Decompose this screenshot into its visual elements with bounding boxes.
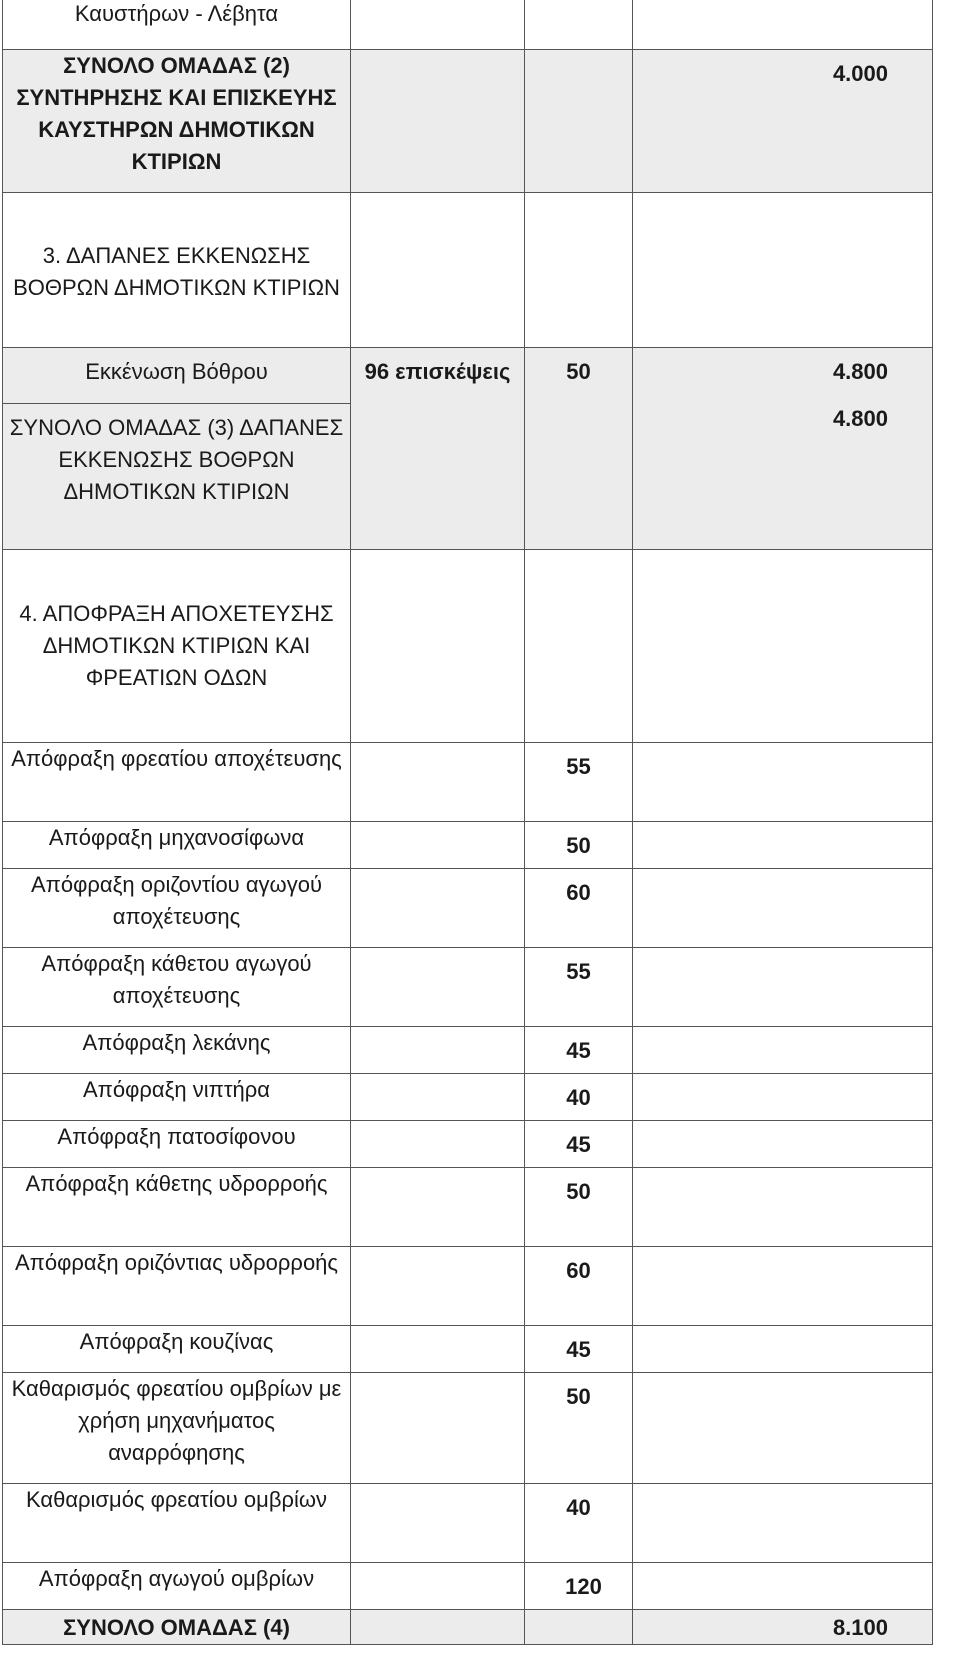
item-description: Καθαρισμός φρεατίου ομβρίων με χρήση μηχανήματος αναρρόφησης bbox=[3, 1373, 351, 1484]
group-4-header-row bbox=[3, 550, 933, 743]
group-3-item-price: 50 bbox=[525, 348, 633, 550]
item-price: 40 bbox=[525, 1484, 633, 1563]
group-4-total-label: ΣΥΝΟΛΟ ΟΜΑΔΑΣ (4) bbox=[3, 1610, 351, 1645]
table-row bbox=[3, 1027, 933, 1074]
table-row bbox=[3, 1074, 933, 1121]
table-row bbox=[3, 1326, 933, 1373]
item-price: 60 bbox=[525, 869, 633, 948]
row-description: Καυστήρων - Λέβητα bbox=[3, 0, 351, 50]
group-2-total-row bbox=[3, 50, 933, 193]
item-price: 55 bbox=[525, 743, 633, 822]
table-row bbox=[3, 822, 933, 869]
table-row bbox=[3, 869, 933, 948]
table-row bbox=[3, 0, 933, 50]
item-description: Απόφραξη κάθετης υδρορροής bbox=[3, 1168, 351, 1247]
table-row bbox=[3, 1247, 933, 1326]
group-3-total-value: 4.800 bbox=[832, 406, 888, 431]
cost-table bbox=[2, 0, 933, 1645]
item-description: Απόφραξη οριζοντίου αγωγού αποχέτευσης bbox=[3, 869, 351, 948]
item-description: Απόφραξη οριζόντιας υδρορροής bbox=[3, 1247, 351, 1326]
item-price: 50 bbox=[525, 822, 633, 869]
group-3-header-row bbox=[3, 193, 933, 348]
table-row bbox=[3, 743, 933, 822]
item-price: 60 bbox=[525, 1247, 633, 1326]
table-row bbox=[3, 1373, 933, 1484]
item-price: 120 bbox=[525, 1563, 633, 1610]
group-3-item-total: 4.800 bbox=[832, 359, 888, 384]
item-description: Απόφραξη λεκάνης bbox=[3, 1027, 351, 1074]
item-price: 45 bbox=[525, 1027, 633, 1074]
group-4-total-row bbox=[3, 1610, 933, 1645]
group-4-total-value: 8.100 bbox=[633, 1610, 933, 1645]
item-price: 40 bbox=[525, 1074, 633, 1121]
group-3-item-quantity: 96 επισκέψεις bbox=[351, 348, 525, 550]
table-row bbox=[3, 948, 933, 1027]
group-3-item-description: Εκκένωση Βόθρου bbox=[3, 348, 350, 404]
group-3-header: 3. ΔΑΠΑΝΕΣ ΕΚΚΕΝΩΣΗΣ ΒΟΘΡΩΝ ΔΗΜΟΤΙΚΩΝ ΚΤΙΡΙΩΝ bbox=[3, 193, 351, 348]
item-description: Απόφραξη φρεατίου αποχέτευσης bbox=[3, 743, 351, 822]
table-row bbox=[3, 1168, 933, 1247]
group-3-total-label: ΣΥΝΟΛΟ ΟΜΑΔΑΣ (3) ΔΑΠΑΝΕΣ ΕΚΚΕΝΩΣΗΣ ΒΟΘΡΩΝ ΔΗΜΟΤΙΚΩΝ ΚΤΙΡΙΩΝ bbox=[9, 415, 344, 504]
item-description: Απόφραξη νιπτήρα bbox=[3, 1074, 351, 1121]
item-description: Απόφραξη κουζίνας bbox=[3, 1326, 351, 1373]
item-price: 55 bbox=[525, 948, 633, 1027]
item-description: Απόφραξη πατοσίφονου bbox=[3, 1121, 351, 1168]
group-2-total-value: 4.000 bbox=[633, 50, 933, 193]
item-description: Απόφραξη μηχανοσίφωνα bbox=[3, 822, 351, 869]
item-price: 45 bbox=[525, 1121, 633, 1168]
group-4-header: 4. ΑΠΟΦΡΑΞΗ ΑΠΟΧΕΤΕΥΣΗΣ ΔΗΜΟΤΙΚΩΝ ΚΤΙΡΙΩΝ ΚΑΙ ΦΡΕΑΤΙΩΝ ΟΔΩΝ bbox=[3, 550, 351, 743]
table-row bbox=[3, 1563, 933, 1610]
item-description: Απόφραξη αγωγού ομβρίων bbox=[3, 1563, 351, 1610]
item-price: 45 bbox=[525, 1326, 633, 1373]
item-description: Καθαρισμός φρεατίου ομβρίων bbox=[3, 1484, 351, 1563]
item-price: 50 bbox=[525, 1373, 633, 1484]
table-row bbox=[3, 1121, 933, 1168]
item-description: Απόφραξη κάθετου αγωγού αποχέτευσης bbox=[3, 948, 351, 1027]
table-row bbox=[3, 1484, 933, 1563]
item-price: 50 bbox=[525, 1168, 633, 1247]
group-3-rows bbox=[3, 348, 933, 550]
group-2-total-label: ΣΥΝΟΛΟ ΟΜΑΔΑΣ (2) ΣΥΝΤΗΡΗΣΗΣ ΚΑΙ ΕΠΙΣΚΕΥΗΣ ΚΑΥΣΤΗΡΩΝ ΔΗΜΟΤΙΚΩΝ ΚΤΙΡΙΩΝ bbox=[3, 50, 351, 193]
